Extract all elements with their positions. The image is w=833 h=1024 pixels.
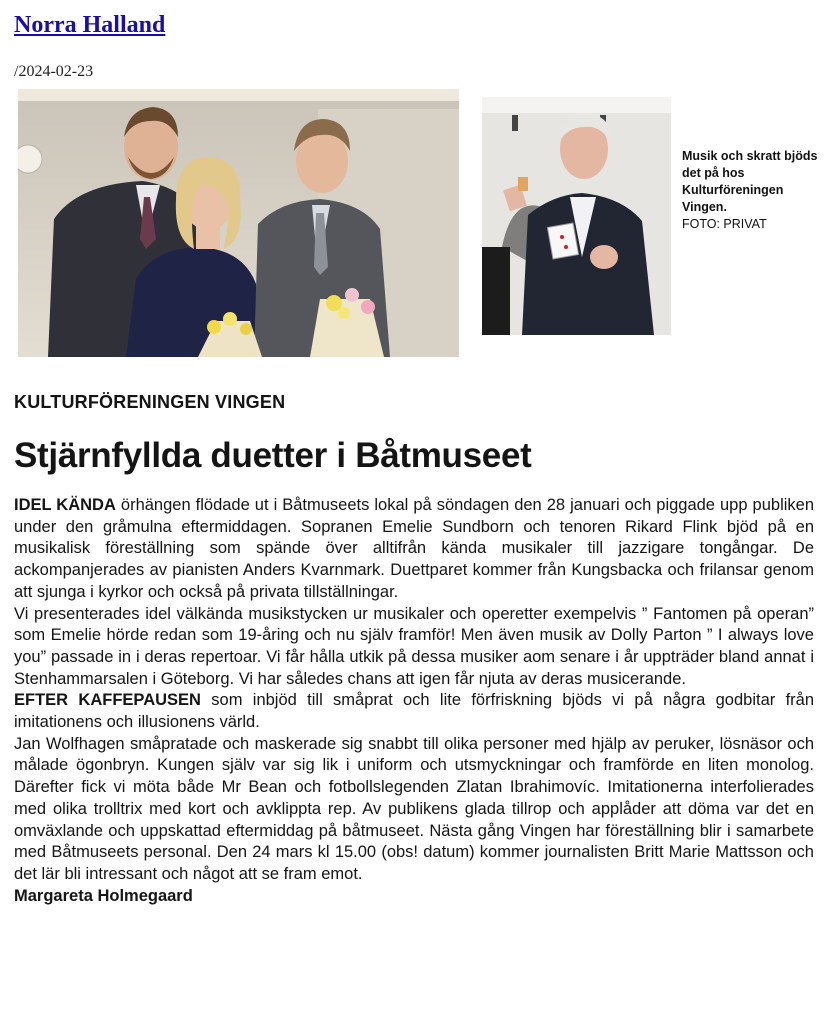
magician-photo (482, 97, 671, 335)
duet-singers-photo (18, 89, 459, 357)
article-body (14, 495, 814, 907)
paragraph-lead: EFTER KAFFEPAUSEN (14, 691, 201, 710)
article-author: Margareta Holmegaard (14, 886, 193, 905)
publish-date: /2024-02-23 (14, 63, 94, 80)
photo-credit: FOTO: PRIVAT (682, 217, 767, 231)
article-paragraph (14, 495, 814, 604)
paragraph-text: örhängen flödade ut i Båtmuseets lokal på söndagen den 28 januari och piggade upp publiken under den gråmulna eftermiddagen. Sopranen Emelie Sundborn och tenoren Rikard Flink bjöd på en musikalisk föreställning som spände över alltifrån kända musikaler till jazzigare tongångar. De ackompanjerades av pianisten Anders Kvarnmark. Duettparet kommer från Kungsbacka och frilansar genom att sjunga i kyrkor och också på privata tillställningar. (14, 496, 815, 601)
caption-text: Musik och skratt bjöds det på hos Kulturföreningen Vingen. (682, 149, 818, 214)
article-paragraph (14, 734, 814, 886)
article-paragraph (14, 690, 814, 733)
article-kicker: KULTURFÖRENINGEN VINGEN (14, 392, 286, 412)
paragraph-text: Vi presenterades idel välkända musikstycken ur musikaler och operetter exempelvis ” Fantomen på operan” som Emelie hörde redan som 19-åring och nu själv framför! Men även musik av Dolly Parton ” I always love you” passade in i deras repertoar. Vi får hålla utkik på dessa musiker aom senare i år uppträder bland annat i Stenhammarsalen i Göteborg. Vi har således chans att igen får njuta av deras musicerande. (14, 604, 814, 688)
paragraph-text: Jan Wolfhagen småpratade och maskerade sig snabbt till olika personer med hjälp av peruker, lösnäsor och målade ögonbryn. Kungen själv var sig lik i uniform och utsmyckningar och framförde en liten monolog. Därefter fick vi möta både Mr Bean och fotbollslegenden Zlatan Ibrahimovíc. Imitationerna interfolierades med olika trolltrix med kort och avklippta rep. Av publikens glada tillrop och applåder att döma var det en omväxlande och uppskattad eftermiddag på båtmuseet. Nästa gång Vingen har föreställning blir i samarbete med Båtmuseets personal. Den 24 mars kl 15.00 (obs! datum) kommer journalisten Britt Marie Mattsson och det lär bli intressant och något att se fram emot. (14, 734, 814, 883)
paragraph-text: som inbjöd till småprat och lite förfriskning bjöds vi på några godbitar från imitationens och illusionens värld. (14, 691, 814, 732)
paragraph-lead: IDEL KÄNDA (14, 496, 116, 514)
article-headline: Stjärnfyllda duetter i Båtmuseet (14, 436, 532, 475)
site-title-link[interactable]: Norra Halland (14, 12, 166, 38)
article-paragraph (14, 604, 814, 691)
photo-caption (682, 148, 822, 233)
